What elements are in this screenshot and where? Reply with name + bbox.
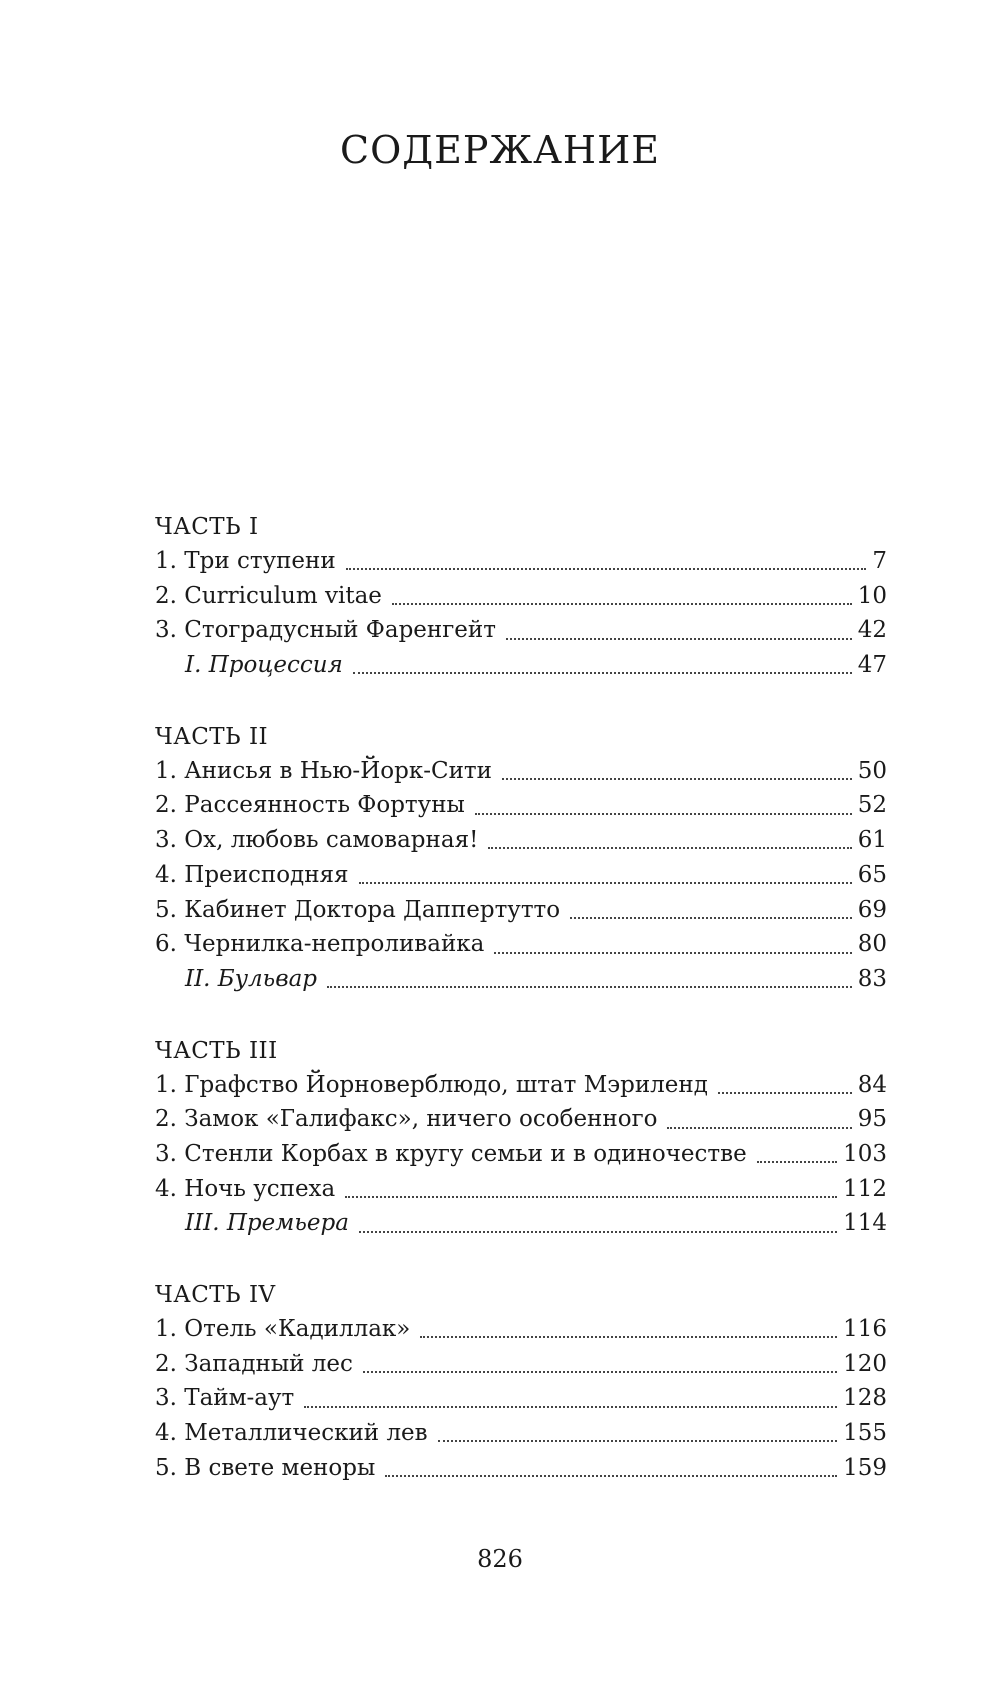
toc-chapter-entry [155,1416,887,1451]
dot-leader [506,638,852,640]
entry-title: 1. Анисья в Нью-Йорк-Сити [155,757,492,784]
entry-title: 5. В свете меноры [155,1454,376,1481]
entry-title: 1. Три ступени [155,548,336,574]
dot-leader [667,1127,851,1129]
entry-title: 1. Отель «Кадиллак» [155,1316,411,1342]
table-of-contents [155,510,887,1522]
entry-page-number: 42 [857,617,887,644]
entry-title: I. Процессия [185,652,343,679]
entry-page-number: 155 [843,1420,887,1447]
entry-title: 2. Curriculum vitae [155,582,382,609]
dot-leader [359,1231,837,1233]
dot-leader [438,1440,837,1442]
toc-interlude-entry [155,648,887,683]
toc-part [155,720,887,997]
toc-chapter-entry [155,754,887,789]
toc-chapter-entry [155,1347,887,1382]
dot-leader [385,1475,837,1477]
dot-leader [363,1371,837,1373]
entry-page-number: 116 [843,1316,887,1342]
entry-page-number: 120 [843,1350,887,1377]
entry-page-number: 61 [857,827,887,854]
toc-chapter-entry [155,579,887,614]
toc-chapter-entry [155,1381,887,1416]
toc-chapter-entry [155,1172,887,1207]
part-heading: ЧАСТЬ IV [155,1282,276,1308]
entry-page-number: 69 [857,896,887,923]
toc-chapter-entry [155,788,887,823]
dot-leader [718,1092,852,1094]
toc-chapter-entry [155,1451,887,1486]
entry-title: III. Премьера [185,1210,349,1237]
dot-leader [327,986,852,988]
entry-title: 4. Ночь успеха [155,1175,336,1202]
entry-title: 4. Преисподняя [155,861,349,888]
entry-title: 1. Графство Йорноверблюдо, штат Мэриленд [155,1071,708,1098]
entry-title: 3. Стенли Корбах в кругу семьи и в одиночестве [155,1140,747,1167]
toc-interlude-entry [155,1206,887,1241]
entry-title: 4. Металлический лев [155,1420,428,1447]
dot-leader [420,1336,837,1338]
entry-page-number: 65 [857,861,887,888]
dot-leader [488,847,851,849]
entry-page-number: 50 [857,757,887,784]
entry-page-number: 47 [857,652,887,679]
dot-leader [475,813,852,815]
toc-part [155,510,887,683]
entry-page-number: 7 [872,548,887,574]
dot-leader [353,672,852,674]
entry-page-number: 83 [857,965,887,992]
entry-page-number: 84 [857,1071,887,1098]
entry-page-number: 52 [857,792,887,819]
toc-chapter-entry [155,1068,887,1103]
entry-page-number: 10 [857,582,887,609]
part-heading: ЧАСТЬ I [155,514,259,540]
dot-leader [757,1161,837,1163]
toc-chapter-entry [155,823,887,858]
entry-page-number: 114 [843,1210,887,1237]
page-title: СОДЕРЖАНИЕ [340,128,660,172]
toc-chapter-entry [155,1312,887,1347]
entry-title: II. Бульвар [185,965,318,992]
dot-leader [345,1196,837,1198]
dot-leader [359,882,852,884]
toc-chapter-entry [155,613,887,648]
toc-part [155,1034,887,1241]
entry-title: 2. Западный лес [155,1350,353,1377]
entry-title: 3. Стоградусный Фаренгейт [155,617,496,644]
toc-chapter-entry [155,858,887,893]
toc-interlude-entry [155,962,887,997]
toc-chapter-entry [155,1102,887,1137]
entry-page-number: 95 [857,1106,887,1133]
dot-leader [392,603,852,605]
part-heading: ЧАСТЬ III [155,1037,278,1064]
toc-chapter-entry [155,927,887,962]
dot-leader [570,917,852,919]
toc-chapter-entry [155,893,887,928]
toc-chapter-entry [155,1137,887,1172]
page-number: 826 [477,1545,523,1573]
entry-title: 3. Ох, любовь самоварная! [155,827,479,854]
part-heading: ЧАСТЬ II [155,723,269,750]
toc-part [155,1278,887,1485]
entry-page-number: 80 [857,931,887,958]
toc-chapter-entry [155,544,887,579]
dot-leader [346,568,867,570]
dot-leader [494,952,851,954]
entry-title: 5. Кабинет Доктора Даппертутто [155,896,561,923]
entry-page-number: 103 [843,1140,887,1167]
dot-leader [304,1406,837,1408]
entry-title: 3. Тайм-аут [155,1385,295,1412]
dot-leader [502,778,852,780]
entry-title: 6. Чернилка-непроливайка [155,931,485,958]
entry-page-number: 159 [843,1454,887,1481]
entry-title: 2. Замок «Галифакс», ничего особенного [155,1106,658,1133]
entry-page-number: 128 [843,1385,887,1412]
entry-page-number: 112 [843,1175,887,1202]
entry-title: 2. Рассеянность Фортуны [155,792,465,819]
